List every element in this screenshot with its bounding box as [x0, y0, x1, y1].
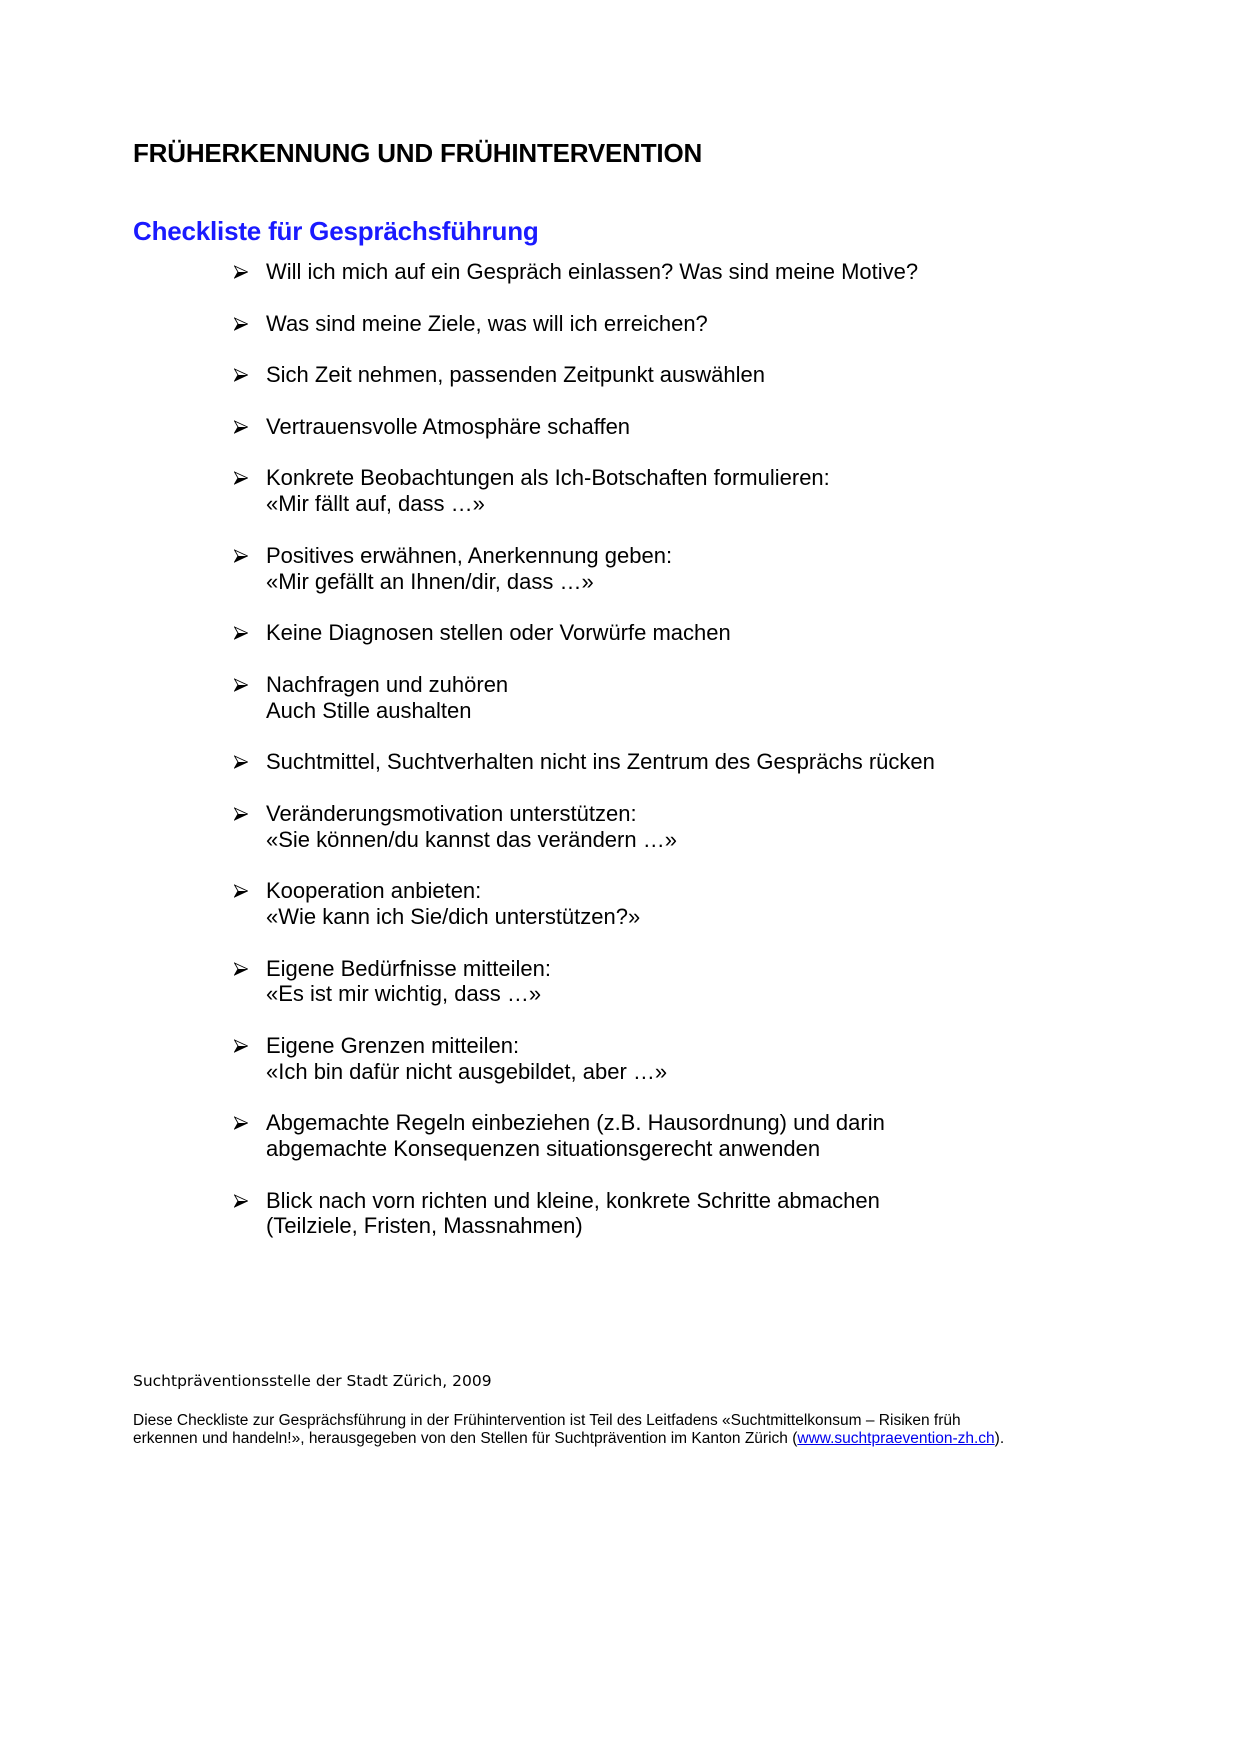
arrowhead-bullet-icon — [234, 678, 248, 692]
footer-note-text: erkennen und handeln!», herausgegeben von den Stellen für Suchtprävention im Kanton Zürich ( — [133, 1429, 798, 1447]
arrowhead-bullet-icon — [234, 807, 248, 821]
arrowhead-bullet-icon — [234, 1116, 248, 1130]
checklist-item — [232, 1188, 1092, 1240]
page-title: FRÜHERKENNUNG UND FRÜHINTERVENTION — [133, 138, 703, 169]
arrowhead-bullet-icon — [234, 755, 248, 769]
arrowhead-bullet-icon — [234, 368, 248, 382]
checklist-item — [232, 414, 1092, 440]
checklist-item — [232, 956, 1092, 1008]
checklist-subtitle: Checkliste für Gesprächsführung — [133, 215, 539, 246]
checklist-item-text: Eigene Grenzen mitteilen: — [266, 1032, 520, 1058]
arrowhead-bullet-icon — [234, 549, 248, 563]
checklist-item-text: Sich Zeit nehmen, passenden Zeitpunkt auswählen — [266, 362, 765, 388]
website-link[interactable]: www.suchtpraevention-zh.ch — [797, 1429, 995, 1447]
checklist-item-text: Nachfragen und zuhören — [266, 671, 509, 697]
checklist-item-quote: «Mir fällt auf, dass …» — [266, 491, 485, 517]
checklist-item — [232, 878, 1092, 930]
arrowhead-bullet-icon — [234, 1194, 248, 1208]
checklist-item-quote: «Ich bin dafür nicht ausgebildet, aber …» — [266, 1058, 668, 1084]
checklist-item-text: Auch Stille aushalten — [266, 697, 472, 723]
checklist-item — [232, 749, 1092, 775]
checklist-item-text: Suchtmittel, Suchtverhalten nicht ins Zentrum des Gesprächs rücken — [266, 749, 935, 775]
arrowhead-bullet-icon — [234, 1039, 248, 1053]
checklist-item — [232, 543, 1092, 595]
arrowhead-bullet-icon — [234, 884, 248, 898]
checklist-item — [232, 311, 1092, 337]
arrowhead-bullet-icon — [234, 317, 248, 331]
arrowhead-bullet-icon — [234, 420, 248, 434]
checklist-item — [232, 1033, 1092, 1085]
footer-note — [133, 1412, 1004, 1447]
checklist-item-text: Will ich mich auf ein Gespräch einlassen? Was sind meine Motive? — [266, 259, 919, 284]
checklist-item-text: Vertrauensvolle Atmosphäre schaffen — [266, 413, 631, 439]
checklist-item-quote: «Mir gefällt an Ihnen/dir, dass …» — [266, 568, 594, 594]
arrowhead-bullet-icon — [234, 471, 248, 485]
arrowhead-bullet-icon — [234, 962, 248, 976]
arrowhead-bullet-icon — [234, 626, 248, 640]
checklist-item-text: Abgemachte Regeln einbeziehen (z.B. Hausordnung) und darin — [266, 1110, 885, 1136]
checklist-item-quote: «Sie können/du kannst das verändern …» — [266, 826, 677, 852]
footer-note-line: Diese Checkliste zur Gesprächsführung in der Frühintervention ist Teil des Leitfadens «Suchtmittelkonsum – Risiken früh — [133, 1412, 961, 1429]
checklist-item-text: Blick nach vorn richten und kleine, konkrete Schritte abmachen — [266, 1187, 880, 1213]
checklist-item — [232, 259, 1092, 285]
checklist-item-text: Kooperation anbieten: — [266, 878, 482, 904]
checklist-item — [232, 362, 1092, 388]
checklist-item — [232, 465, 1092, 517]
checklist — [232, 259, 1092, 1265]
checklist-item-text: (Teilziele, Fristen, Massnahmen) — [266, 1213, 583, 1239]
checklist-item-quote: «Wie kann ich Sie/dich unterstützen?» — [266, 903, 641, 929]
checklist-item-text: Konkrete Beobachtungen als Ich-Botschaften formulieren: — [266, 465, 830, 491]
checklist-item-quote: «Es ist mir wichtig, dass …» — [266, 981, 542, 1007]
footer-note-line — [133, 1430, 1004, 1448]
footer-note-text: ). — [994, 1429, 1005, 1447]
checklist-item — [232, 672, 1092, 724]
checklist-item-text: Positives erwähnen, Anerkennung geben: — [266, 542, 673, 568]
checklist-item — [232, 801, 1092, 853]
checklist-item — [232, 1110, 1092, 1162]
arrowhead-bullet-icon — [234, 265, 248, 279]
checklist-item — [232, 620, 1092, 646]
checklist-item-text: Keine Diagnosen stellen oder Vorwürfe machen — [266, 620, 731, 646]
checklist-item-text: Veränderungsmotivation unterstützen: — [266, 800, 637, 826]
checklist-item-text: Eigene Bedürfnisse mitteilen: — [266, 955, 551, 981]
checklist-item-text: abgemachte Konsequenzen situationsgerecht anwenden — [266, 1136, 821, 1162]
checklist-item-text: Was sind meine Ziele, was will ich erreichen? — [266, 310, 708, 336]
footer-organization: Suchtpräventionsstelle der Stadt Zürich, 2009 — [133, 1372, 492, 1390]
